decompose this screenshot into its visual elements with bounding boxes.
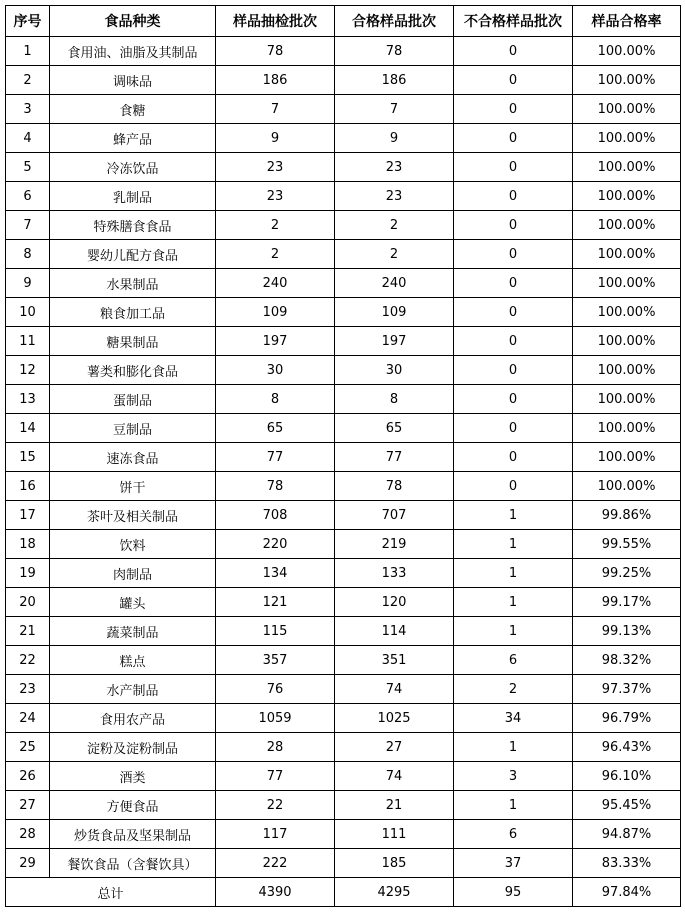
food-category-cell: 罐头 — [50, 588, 216, 617]
table-row — [6, 733, 681, 762]
failed-batches-cell: 0 — [454, 414, 573, 443]
sampled-batches-cell: 197 — [216, 327, 335, 356]
table-row — [6, 153, 681, 182]
passed-batches-cell: 78 — [335, 472, 454, 501]
food-category-cell: 餐饮食品（含餐饮具） — [50, 849, 216, 878]
row-index-cell: 8 — [6, 240, 50, 269]
row-index-cell: 13 — [6, 385, 50, 414]
table-row — [6, 588, 681, 617]
passed-batches-cell: 78 — [335, 37, 454, 66]
row-index-cell: 28 — [6, 820, 50, 849]
sampled-batches-cell: 65 — [216, 414, 335, 443]
pass-rate-cell: 100.00% — [573, 153, 681, 182]
row-index-cell: 15 — [6, 443, 50, 472]
failed-batches-cell: 2 — [454, 675, 573, 704]
food-category-cell: 调味品 — [50, 66, 216, 95]
pass-rate-cell: 100.00% — [573, 414, 681, 443]
pass-rate-cell: 96.10% — [573, 762, 681, 791]
failed-batches-cell: 0 — [454, 240, 573, 269]
pass-rate-cell: 99.25% — [573, 559, 681, 588]
row-index-cell: 10 — [6, 298, 50, 327]
failed-batches-cell: 0 — [454, 153, 573, 182]
table-row — [6, 327, 681, 356]
passed-batches-cell: 2 — [335, 211, 454, 240]
table-row — [6, 211, 681, 240]
passed-batches-cell: 2 — [335, 240, 454, 269]
row-index-cell: 11 — [6, 327, 50, 356]
row-index-cell: 29 — [6, 849, 50, 878]
passed-batches-cell: 27 — [335, 733, 454, 762]
table-row — [6, 617, 681, 646]
sampled-batches-cell: 222 — [216, 849, 335, 878]
table-row — [6, 124, 681, 153]
row-index-cell: 6 — [6, 182, 50, 211]
food-category-cell: 淀粉及淀粉制品 — [50, 733, 216, 762]
table-row — [6, 356, 681, 385]
table-row — [6, 704, 681, 733]
sampled-batches-cell: 115 — [216, 617, 335, 646]
failed-batches-cell: 0 — [454, 66, 573, 95]
row-index-cell: 7 — [6, 211, 50, 240]
row-index-cell: 19 — [6, 559, 50, 588]
food-category-cell: 冷冻饮品 — [50, 153, 216, 182]
sampled-batches-cell: 1059 — [216, 704, 335, 733]
row-index-cell: 16 — [6, 472, 50, 501]
pass-rate-cell: 99.86% — [573, 501, 681, 530]
pass-rate-cell: 100.00% — [573, 240, 681, 269]
pass-rate-cell: 100.00% — [573, 298, 681, 327]
table-row — [6, 298, 681, 327]
table-row — [6, 791, 681, 820]
table-row — [6, 240, 681, 269]
row-index-cell: 1 — [6, 37, 50, 66]
failed-batches-cell: 0 — [454, 385, 573, 414]
failed-batches-cell: 1 — [454, 791, 573, 820]
passed-batches-cell: 9 — [335, 124, 454, 153]
table-row — [6, 385, 681, 414]
sampled-batches-cell: 708 — [216, 501, 335, 530]
pass-rate-cell: 99.55% — [573, 530, 681, 559]
food-category-cell: 蜂产品 — [50, 124, 216, 153]
table-row — [6, 95, 681, 124]
passed-batches-cell: 74 — [335, 675, 454, 704]
pass-rate-cell: 97.37% — [573, 675, 681, 704]
pass-rate-cell: 94.87% — [573, 820, 681, 849]
total-passed: 4295 — [335, 878, 454, 907]
failed-batches-cell: 0 — [454, 37, 573, 66]
pass-rate-cell: 100.00% — [573, 472, 681, 501]
total-sampled: 4390 — [216, 878, 335, 907]
failed-batches-cell: 1 — [454, 530, 573, 559]
table-row — [6, 414, 681, 443]
passed-batches-cell: 197 — [335, 327, 454, 356]
passed-batches-cell: 21 — [335, 791, 454, 820]
food-category-cell: 糖果制品 — [50, 327, 216, 356]
failed-batches-cell: 0 — [454, 356, 573, 385]
sampled-batches-cell: 76 — [216, 675, 335, 704]
table-row — [6, 820, 681, 849]
passed-batches-cell: 65 — [335, 414, 454, 443]
sampled-batches-cell: 78 — [216, 472, 335, 501]
pass-rate-cell: 100.00% — [573, 327, 681, 356]
sampled-batches-cell: 77 — [216, 443, 335, 472]
food-category-cell: 粮食加工品 — [50, 298, 216, 327]
table-row — [6, 472, 681, 501]
passed-batches-cell: 186 — [335, 66, 454, 95]
table-row — [6, 443, 681, 472]
passed-batches-cell: 114 — [335, 617, 454, 646]
pass-rate-cell: 100.00% — [573, 269, 681, 298]
row-index-cell: 20 — [6, 588, 50, 617]
passed-batches-cell: 109 — [335, 298, 454, 327]
passed-batches-cell: 185 — [335, 849, 454, 878]
food-category-cell: 方便食品 — [50, 791, 216, 820]
pass-rate-cell: 99.17% — [573, 588, 681, 617]
header-food-category: 食品种类 — [50, 6, 216, 37]
row-index-cell: 24 — [6, 704, 50, 733]
food-category-cell: 蔬菜制品 — [50, 617, 216, 646]
row-index-cell: 4 — [6, 124, 50, 153]
passed-batches-cell: 23 — [335, 182, 454, 211]
table-row — [6, 501, 681, 530]
table-row — [6, 762, 681, 791]
pass-rate-cell: 96.79% — [573, 704, 681, 733]
sampled-batches-cell: 2 — [216, 211, 335, 240]
header-sampled-batches: 样品抽检批次 — [216, 6, 335, 37]
food-category-cell: 饼干 — [50, 472, 216, 501]
row-index-cell: 18 — [6, 530, 50, 559]
table-row — [6, 675, 681, 704]
passed-batches-cell: 351 — [335, 646, 454, 675]
row-index-cell: 17 — [6, 501, 50, 530]
failed-batches-cell: 6 — [454, 820, 573, 849]
failed-batches-cell: 3 — [454, 762, 573, 791]
passed-batches-cell: 219 — [335, 530, 454, 559]
failed-batches-cell: 0 — [454, 95, 573, 124]
sampled-batches-cell: 30 — [216, 356, 335, 385]
food-category-cell: 薯类和膨化食品 — [50, 356, 216, 385]
row-index-cell: 14 — [6, 414, 50, 443]
header-pass-rate: 样品合格率 — [573, 6, 681, 37]
header-passed-batches: 合格样品批次 — [335, 6, 454, 37]
table-row — [6, 646, 681, 675]
pass-rate-cell: 98.32% — [573, 646, 681, 675]
header-index: 序号 — [6, 6, 50, 37]
pass-rate-cell: 100.00% — [573, 182, 681, 211]
passed-batches-cell: 23 — [335, 153, 454, 182]
table-row — [6, 269, 681, 298]
sampled-batches-cell: 22 — [216, 791, 335, 820]
food-category-cell: 水果制品 — [50, 269, 216, 298]
pass-rate-cell: 100.00% — [573, 66, 681, 95]
passed-batches-cell: 707 — [335, 501, 454, 530]
row-index-cell: 22 — [6, 646, 50, 675]
food-inspection-table — [5, 5, 681, 907]
pass-rate-cell: 83.33% — [573, 849, 681, 878]
header-row — [6, 6, 681, 37]
sampled-batches-cell: 2 — [216, 240, 335, 269]
food-category-cell: 水产制品 — [50, 675, 216, 704]
sampled-batches-cell: 220 — [216, 530, 335, 559]
failed-batches-cell: 0 — [454, 443, 573, 472]
failed-batches-cell: 1 — [454, 501, 573, 530]
food-category-cell: 酒类 — [50, 762, 216, 791]
sampled-batches-cell: 7 — [216, 95, 335, 124]
failed-batches-cell: 0 — [454, 472, 573, 501]
sampled-batches-cell: 28 — [216, 733, 335, 762]
passed-batches-cell: 7 — [335, 95, 454, 124]
food-category-cell: 特殊膳食食品 — [50, 211, 216, 240]
food-category-cell: 婴幼儿配方食品 — [50, 240, 216, 269]
food-category-cell: 饮料 — [50, 530, 216, 559]
pass-rate-cell: 100.00% — [573, 211, 681, 240]
total-row — [6, 878, 681, 907]
passed-batches-cell: 77 — [335, 443, 454, 472]
food-category-cell: 肉制品 — [50, 559, 216, 588]
table-row — [6, 66, 681, 95]
failed-batches-cell: 1 — [454, 559, 573, 588]
failed-batches-cell: 1 — [454, 733, 573, 762]
row-index-cell: 9 — [6, 269, 50, 298]
row-index-cell: 2 — [6, 66, 50, 95]
sampled-batches-cell: 9 — [216, 124, 335, 153]
header-failed-batches: 不合格样品批次 — [454, 6, 573, 37]
total-rate: 97.84% — [573, 878, 681, 907]
pass-rate-cell: 100.00% — [573, 124, 681, 153]
passed-batches-cell: 111 — [335, 820, 454, 849]
row-index-cell: 3 — [6, 95, 50, 124]
passed-batches-cell: 74 — [335, 762, 454, 791]
pass-rate-cell: 100.00% — [573, 95, 681, 124]
sampled-batches-cell: 77 — [216, 762, 335, 791]
row-index-cell: 27 — [6, 791, 50, 820]
failed-batches-cell: 1 — [454, 588, 573, 617]
sampled-batches-cell: 134 — [216, 559, 335, 588]
pass-rate-cell: 99.13% — [573, 617, 681, 646]
pass-rate-cell: 100.00% — [573, 37, 681, 66]
pass-rate-cell: 96.43% — [573, 733, 681, 762]
passed-batches-cell: 30 — [335, 356, 454, 385]
failed-batches-cell: 0 — [454, 182, 573, 211]
sampled-batches-cell: 121 — [216, 588, 335, 617]
sampled-batches-cell: 23 — [216, 182, 335, 211]
table-row — [6, 849, 681, 878]
passed-batches-cell: 1025 — [335, 704, 454, 733]
failed-batches-cell: 0 — [454, 327, 573, 356]
table-row — [6, 530, 681, 559]
passed-batches-cell: 8 — [335, 385, 454, 414]
failed-batches-cell: 0 — [454, 269, 573, 298]
row-index-cell: 21 — [6, 617, 50, 646]
pass-rate-cell: 100.00% — [573, 356, 681, 385]
passed-batches-cell: 120 — [335, 588, 454, 617]
table-body — [6, 37, 681, 878]
failed-batches-cell: 0 — [454, 211, 573, 240]
passed-batches-cell: 133 — [335, 559, 454, 588]
passed-batches-cell: 240 — [335, 269, 454, 298]
failed-batches-cell: 0 — [454, 124, 573, 153]
sampled-batches-cell: 8 — [216, 385, 335, 414]
food-category-cell: 炒货食品及坚果制品 — [50, 820, 216, 849]
food-category-cell: 食用油、油脂及其制品 — [50, 37, 216, 66]
sampled-batches-cell: 117 — [216, 820, 335, 849]
food-category-cell: 速冻食品 — [50, 443, 216, 472]
food-category-cell: 茶叶及相关制品 — [50, 501, 216, 530]
failed-batches-cell: 34 — [454, 704, 573, 733]
row-index-cell: 12 — [6, 356, 50, 385]
row-index-cell: 5 — [6, 153, 50, 182]
food-category-cell: 乳制品 — [50, 182, 216, 211]
pass-rate-cell: 100.00% — [573, 443, 681, 472]
total-label: 总计 — [6, 878, 216, 907]
sampled-batches-cell: 186 — [216, 66, 335, 95]
pass-rate-cell: 95.45% — [573, 791, 681, 820]
sampled-batches-cell: 109 — [216, 298, 335, 327]
sampled-batches-cell: 23 — [216, 153, 335, 182]
total-failed: 95 — [454, 878, 573, 907]
sampled-batches-cell: 357 — [216, 646, 335, 675]
pass-rate-cell: 100.00% — [573, 385, 681, 414]
row-index-cell: 23 — [6, 675, 50, 704]
table-row — [6, 559, 681, 588]
table-row — [6, 182, 681, 211]
failed-batches-cell: 37 — [454, 849, 573, 878]
food-category-cell: 食糖 — [50, 95, 216, 124]
table-row — [6, 37, 681, 66]
food-category-cell: 蛋制品 — [50, 385, 216, 414]
failed-batches-cell: 1 — [454, 617, 573, 646]
sampled-batches-cell: 240 — [216, 269, 335, 298]
food-category-cell: 食用农产品 — [50, 704, 216, 733]
failed-batches-cell: 6 — [454, 646, 573, 675]
food-category-cell: 豆制品 — [50, 414, 216, 443]
row-index-cell: 26 — [6, 762, 50, 791]
food-category-cell: 糕点 — [50, 646, 216, 675]
row-index-cell: 25 — [6, 733, 50, 762]
sampled-batches-cell: 78 — [216, 37, 335, 66]
failed-batches-cell: 0 — [454, 298, 573, 327]
